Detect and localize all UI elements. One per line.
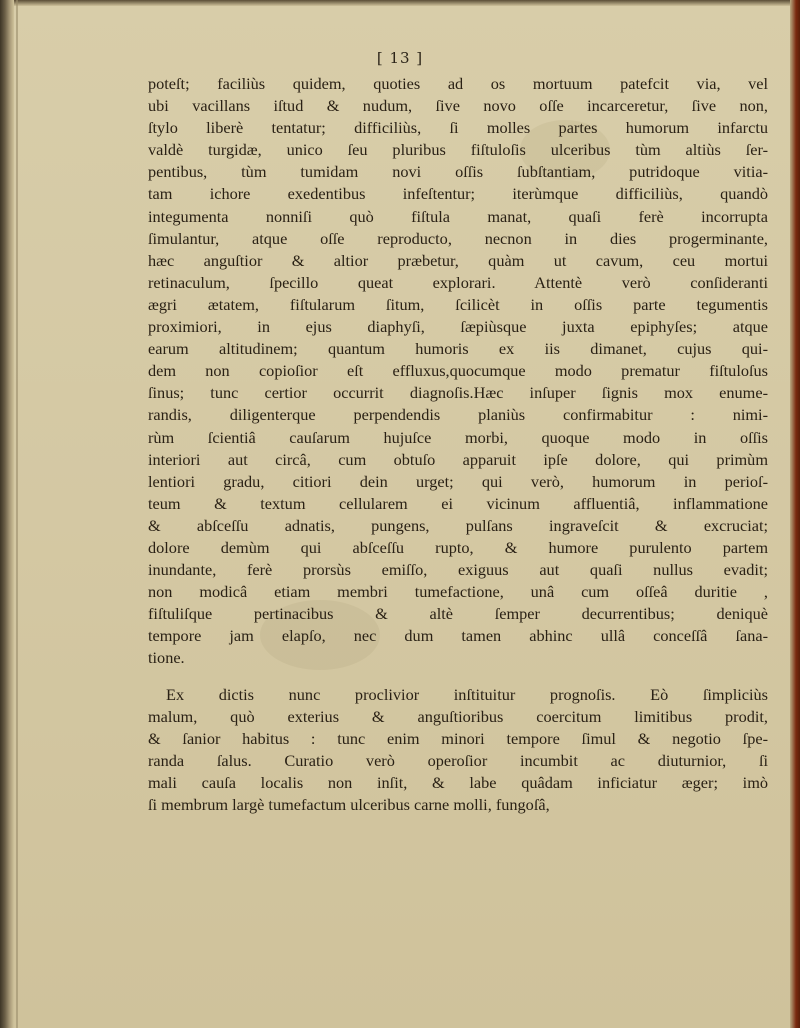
book-binding xyxy=(0,0,14,1028)
text-line: Ex dictis nunc proclivior inſtituitur prognoſis. Eò ſimpliciùs xyxy=(166,684,768,704)
text-line: randa ſalus. Curatio verò operoſior incumbit ac diuturnior, ſi xyxy=(148,750,768,770)
text-line: malum, quò exterius & anguſtioribus coercitum limitibus prodit, xyxy=(148,706,768,726)
text-line: valdè turgidæ, unico ſeu pluribus fiſtuloſis ulceribus tùm altiùs ſer- xyxy=(148,140,768,160)
text-line: & ſanior habitus : tunc enim minori tempore ſimul & negotio ſpe- xyxy=(148,728,768,748)
text-line: inundante, ferè prorsùs emiſſo, exiguus aut quaſi nullus evadit; xyxy=(148,560,768,580)
paragraph xyxy=(148,73,768,670)
text-line: dem non copioſior eſt effluxus,quocumque modo prematur fiſtuloſus xyxy=(148,361,768,381)
text-line: dolore demùm qui abſceſſu rupto, & humore purulento partem xyxy=(148,537,768,557)
text-line: retinaculum, ſpecillo queat explorari. Attentè verò conſideranti xyxy=(148,272,768,292)
text-line: ubi vacillans iſtud & nudum, ſive novo oſſe incarceretur, ſive non, xyxy=(148,96,768,116)
paragraph-gap xyxy=(148,670,768,684)
text-line: lentiori gradu, citiori dein urget; qui verò, humorum in perioſ- xyxy=(148,471,768,491)
text-line: ægri ætatem, fiſtularum ſitum, ſcilicèt in oſſis parte tegumentis xyxy=(148,294,768,314)
paragraph xyxy=(148,684,768,817)
binding-fold-line xyxy=(16,0,18,1028)
text-line: earum altitudinem; quantum humoris ex iis dimanet, cujus qui- xyxy=(148,339,768,359)
text-line: mali cauſa localis non inſit, & labe quâdam inficiatur æger; imò xyxy=(148,772,768,792)
text-line: tempore jam elapſo, nec dum tamen abhinc ullâ conceſſâ ſana- xyxy=(148,626,768,646)
page-right-edge xyxy=(790,0,800,1028)
page-top-edge xyxy=(0,0,800,6)
text-line: poteſt; faciliùs quidem, quoties ad os mortuum patefcit via, vel xyxy=(148,74,768,93)
text-line: tione. xyxy=(148,648,185,668)
text-line: proximiori, in ejus diaphyſi, ſæpiùsque juxta epiphyſes; atque xyxy=(148,317,768,337)
text-line: fiſtuliſque pertinacibus & altè ſemper decurrentibus; deniquè xyxy=(148,604,768,624)
page-number: [ 13 ] xyxy=(376,49,424,67)
text-line: randis, diligenterque perpendendis planiùs confirmabitur : nimi- xyxy=(148,405,768,425)
text-line: hæc anguſtior & altior præbetur, quàm ut cavum, ceu mortui xyxy=(148,250,768,270)
text-line: interiori aut circâ, cum obtuſo apparuit ipſe dolore, qui primùm xyxy=(148,449,768,469)
text-line: integumenta nonniſi quò fiſtula manat, quaſi ferè incorrupta xyxy=(148,206,768,226)
body-text xyxy=(148,73,768,816)
text-line: pentibus, tùm tumidam novi oſſis ſubſtantiam, putridoque vitia- xyxy=(148,162,768,182)
text-line: ſinus; tunc certior occurrit diagnoſis.Hæc inſuper ſignis mox enume- xyxy=(148,383,768,403)
text-line: ſi membrum largè tumefactum ulceribus carne molli, fungoſâ, xyxy=(148,795,550,814)
text-line: tam ichore exedentibus infeſtentur; iterùmque difficiliùs, quandò xyxy=(148,184,768,204)
text-line: rùm ſcientiâ cauſarum hujuſce morbi, quoque modo in oſſis xyxy=(148,427,768,447)
text-line: teum & textum cellularem ei vicinum affluentiâ, inflammatione xyxy=(148,493,768,513)
text-line: ſimulantur, atque oſſe reproducto, necnon in dies progerminante, xyxy=(148,228,768,248)
text-line: ſtylo liberè tentatur; difficiliùs, ſi molles partes humorum infarctu xyxy=(148,118,768,138)
text-line: & abſceſſu adnatis, pungens, pulſans ingraveſcit & excruciat; xyxy=(148,515,768,535)
text-line: non modicâ etiam membri tumefactione, unâ cum oſſeâ duritie , xyxy=(148,582,768,602)
